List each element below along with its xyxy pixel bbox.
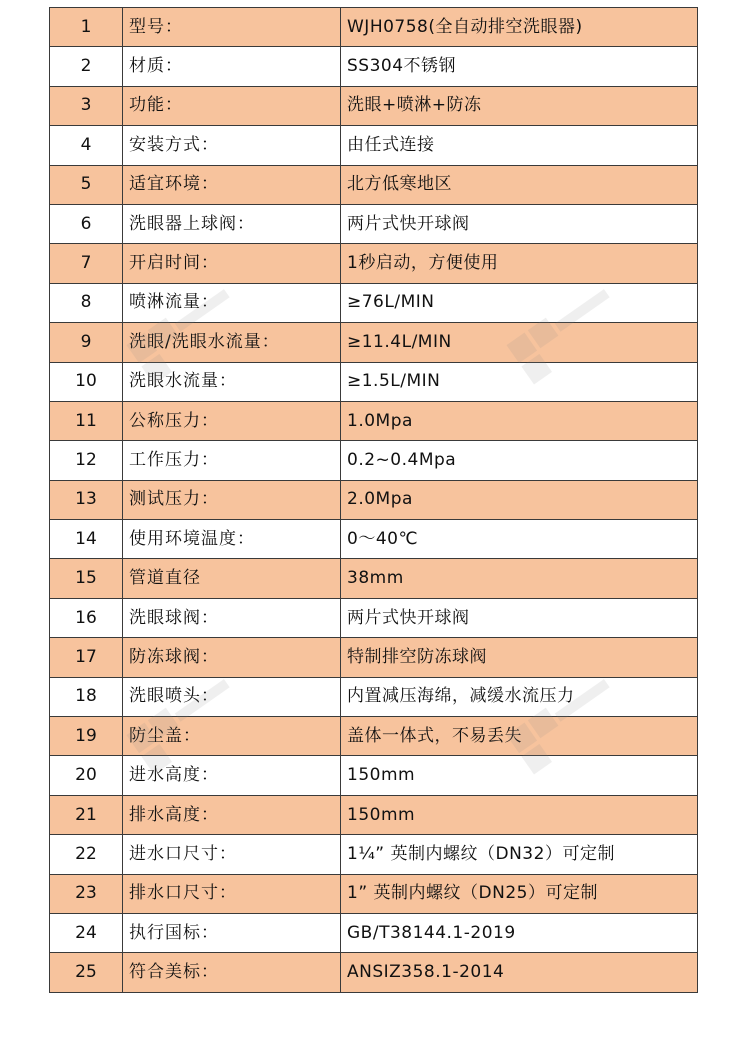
spec-label: 适宜环境：	[123, 165, 341, 204]
spec-value: ≥76L/MIN	[341, 283, 698, 322]
spec-value: 38mm	[341, 559, 698, 598]
table-row	[50, 47, 698, 86]
table-row	[50, 204, 698, 243]
row-number: 1	[50, 8, 123, 47]
row-number: 11	[50, 401, 123, 440]
row-number: 22	[50, 835, 123, 874]
table-row	[50, 756, 698, 795]
spec-value: 0～40℃	[341, 520, 698, 559]
row-number: 4	[50, 126, 123, 165]
row-number: 6	[50, 204, 123, 243]
spec-table	[49, 7, 698, 993]
spec-value: 1秒启动，方便使用	[341, 244, 698, 283]
spec-label: 工作压力：	[123, 441, 341, 480]
row-number: 7	[50, 244, 123, 283]
spec-value: 由任式连接	[341, 126, 698, 165]
spec-value: GB/T38144.1-2019	[341, 913, 698, 952]
row-number: 13	[50, 480, 123, 519]
table-row	[50, 953, 698, 992]
row-number: 19	[50, 717, 123, 756]
spec-value: 盖体一体式，不易丢失	[341, 717, 698, 756]
row-number: 20	[50, 756, 123, 795]
spec-value: 150mm	[341, 795, 698, 834]
table-row	[50, 677, 698, 716]
spec-value: 150mm	[341, 756, 698, 795]
spec-label: 符合美标：	[123, 953, 341, 992]
row-number: 3	[50, 86, 123, 125]
table-row	[50, 717, 698, 756]
row-number: 25	[50, 953, 123, 992]
spec-label: 洗眼水流量：	[123, 362, 341, 401]
spec-label: 喷淋流量：	[123, 283, 341, 322]
row-number: 2	[50, 47, 123, 86]
row-number: 12	[50, 441, 123, 480]
spec-value: ≥1.5L/MIN	[341, 362, 698, 401]
spec-label: 洗眼喷头：	[123, 677, 341, 716]
spec-label: 防尘盖：	[123, 717, 341, 756]
table-row	[50, 795, 698, 834]
spec-label: 管道直径	[123, 559, 341, 598]
spec-value: ≥11.4L/MIN	[341, 323, 698, 362]
table-row	[50, 441, 698, 480]
table-row	[50, 401, 698, 440]
spec-value: 内置减压海绵，减缓水流压力	[341, 677, 698, 716]
spec-value: 洗眼+喷淋+防冻	[341, 86, 698, 125]
spec-value: 两片式快开球阀	[341, 598, 698, 637]
table-row	[50, 244, 698, 283]
spec-value: 1.0Mpa	[341, 401, 698, 440]
spec-value: 1¼” 英制内螺纹（DN32）可定制	[341, 835, 698, 874]
spec-label: 使用环境温度：	[123, 520, 341, 559]
row-number: 14	[50, 520, 123, 559]
table-row	[50, 8, 698, 47]
table-row	[50, 520, 698, 559]
spec-value: 两片式快开球阀	[341, 204, 698, 243]
row-number: 16	[50, 598, 123, 637]
row-number: 21	[50, 795, 123, 834]
spec-value: WJH0758(全自动排空洗眼器)	[341, 8, 698, 47]
table-row	[50, 638, 698, 677]
table-row	[50, 480, 698, 519]
table-row	[50, 362, 698, 401]
row-number: 8	[50, 283, 123, 322]
table-row	[50, 283, 698, 322]
table-row	[50, 86, 698, 125]
row-number: 9	[50, 323, 123, 362]
table-row	[50, 874, 698, 913]
spec-value: 北方低寒地区	[341, 165, 698, 204]
table-row	[50, 323, 698, 362]
spec-value: 2.0Mpa	[341, 480, 698, 519]
spec-label: 排水高度：	[123, 795, 341, 834]
table-row	[50, 165, 698, 204]
spec-label: 进水口尺寸：	[123, 835, 341, 874]
row-number: 15	[50, 559, 123, 598]
spec-label: 开启时间：	[123, 244, 341, 283]
spec-label: 型号：	[123, 8, 341, 47]
row-number: 5	[50, 165, 123, 204]
spec-label: 防冻球阀：	[123, 638, 341, 677]
table-row	[50, 126, 698, 165]
row-number: 24	[50, 913, 123, 952]
spec-label: 公称压力：	[123, 401, 341, 440]
spec-label: 安装方式：	[123, 126, 341, 165]
spec-label: 测试压力：	[123, 480, 341, 519]
spec-label: 执行国标：	[123, 913, 341, 952]
table-row	[50, 598, 698, 637]
row-number: 17	[50, 638, 123, 677]
spec-value: 0.2~0.4Mpa	[341, 441, 698, 480]
spec-label: 洗眼/洗眼水流量：	[123, 323, 341, 362]
spec-value: SS304不锈钢	[341, 47, 698, 86]
row-number: 23	[50, 874, 123, 913]
spec-label: 洗眼器上球阀：	[123, 204, 341, 243]
spec-value: 1” 英制内螺纹（DN25）可定制	[341, 874, 698, 913]
table-row	[50, 559, 698, 598]
spec-label: 洗眼球阀：	[123, 598, 341, 637]
table-row	[50, 913, 698, 952]
spec-label: 功能：	[123, 86, 341, 125]
table-row	[50, 835, 698, 874]
spec-table-body	[50, 8, 698, 993]
spec-label: 进水高度：	[123, 756, 341, 795]
spec-label: 材质：	[123, 47, 341, 86]
spec-value: 特制排空防冻球阀	[341, 638, 698, 677]
row-number: 18	[50, 677, 123, 716]
spec-value: ANSIZ358.1-2014	[341, 953, 698, 992]
spec-label: 排水口尺寸：	[123, 874, 341, 913]
row-number: 10	[50, 362, 123, 401]
